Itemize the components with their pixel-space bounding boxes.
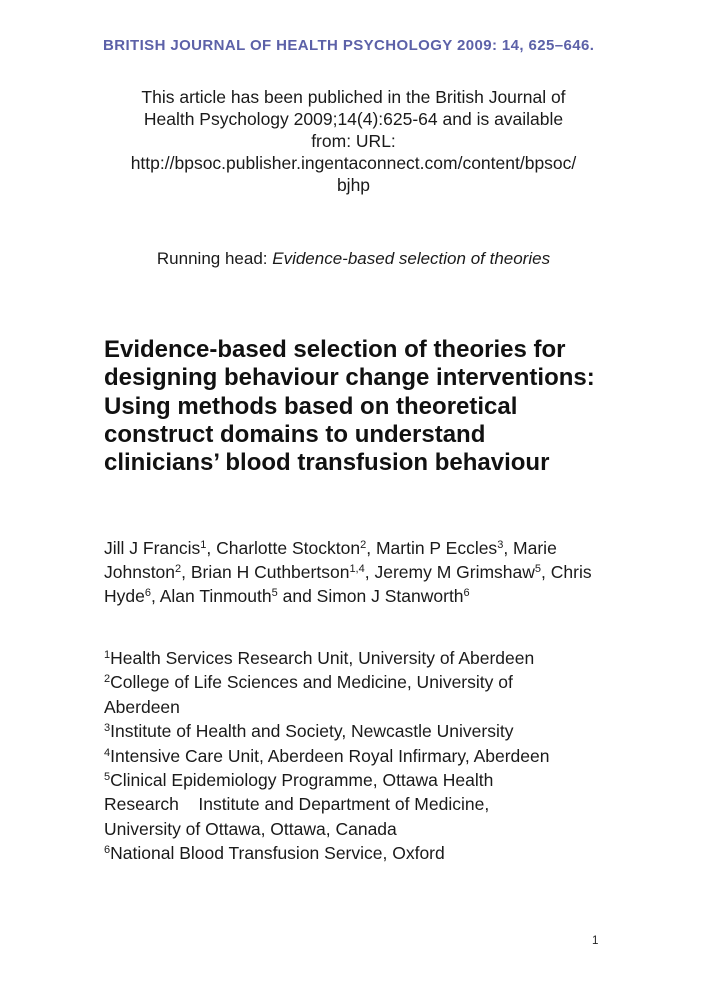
author-name: , Brian H Cuthbertson bbox=[181, 562, 350, 582]
affiliation-line bbox=[104, 744, 624, 768]
affiliation-line bbox=[104, 817, 624, 841]
article-title-line: designing behaviour change interventions: bbox=[104, 364, 595, 392]
affiliation-line bbox=[104, 670, 624, 694]
availability-note-url: http://bpsoc.publisher.ingentaconnect.com/content/bpsoc/ bbox=[130, 153, 577, 173]
author-name: , Jeremy M Grimshaw bbox=[364, 562, 535, 582]
availability-note-line: Health Psychology 2009;14(4):625-64 and is available bbox=[143, 109, 564, 129]
page-number: 1 bbox=[592, 935, 599, 947]
affiliation-text: Clinical Epidemiology Programme, Ottawa Health bbox=[110, 770, 494, 791]
running-head-label: Running head: bbox=[156, 249, 273, 268]
availability-note-line: from: URL: bbox=[311, 131, 396, 151]
affiliation-sup: 5 bbox=[104, 771, 111, 784]
affiliation-line bbox=[104, 841, 624, 865]
affiliation-text: Intensive Care Unit, Aberdeen Royal Infirmary, Aberdeen bbox=[110, 745, 550, 766]
affiliation-sup: 2 bbox=[104, 673, 111, 686]
affiliation-line bbox=[104, 719, 624, 743]
running-head bbox=[80, 249, 627, 269]
availability-note-line: This article has been publiched in the British Journal of bbox=[141, 87, 566, 107]
affiliation-line bbox=[104, 646, 624, 670]
author-affiliation-sup: 5 bbox=[534, 563, 542, 575]
author-affiliation-sup: 2 bbox=[360, 539, 367, 551]
affiliation-text: Research Institute and Department of Medicine, bbox=[104, 794, 490, 815]
author-name: and Simon J Stanworth bbox=[277, 586, 464, 606]
article-title-line: Evidence-based selection of theories for bbox=[104, 336, 566, 363]
affiliation-sup: 3 bbox=[104, 722, 111, 735]
author-name: , Martin P Eccles bbox=[366, 538, 498, 558]
author-name: , Alan Tinmouth bbox=[150, 586, 272, 606]
affiliation-text: Institute of Health and Society, Newcastle University bbox=[110, 721, 514, 742]
affiliation-sup: 1 bbox=[104, 649, 111, 661]
author-affiliation-sup: 3 bbox=[497, 539, 504, 551]
article-title-line: Using methods based on theoretical bbox=[104, 392, 518, 420]
running-head-title: Evidence-based selection of theories bbox=[272, 249, 551, 268]
author-affiliation-sup: 1,4 bbox=[349, 563, 365, 575]
author-affiliation-sup: 6 bbox=[144, 587, 151, 599]
affiliation-text: Aberdeen bbox=[104, 696, 180, 717]
author-affiliation-sup: 1 bbox=[200, 539, 207, 551]
affiliations bbox=[104, 646, 624, 866]
affiliation-text: University of Ottawa, Ottawa, Canada bbox=[104, 818, 397, 839]
author-name: , Marie Johnston bbox=[104, 538, 557, 582]
author-affiliation-sup: 5 bbox=[271, 587, 278, 599]
availability-note-url-tail: bjhp bbox=[336, 175, 371, 195]
affiliation-sup: 6 bbox=[104, 844, 111, 857]
availability-note bbox=[80, 86, 627, 196]
affiliation-line bbox=[104, 768, 624, 792]
affiliation-text: Health Services Research Unit, University of Aberdeen bbox=[110, 648, 535, 668]
author-name: Jill J Francis bbox=[104, 538, 201, 558]
article-title bbox=[104, 336, 664, 477]
article-title-line: clinicians’ blood transfusion behaviour bbox=[104, 449, 550, 477]
journal-header: BRITISH JOURNAL OF HEALTH PSYCHOLOGY 2009: 14, 625–646. bbox=[103, 37, 595, 54]
author-affiliation-sup: 2 bbox=[175, 563, 182, 575]
affiliation-text: National Blood Transfusion Service, Oxford bbox=[110, 843, 445, 864]
authors-line bbox=[104, 536, 612, 608]
author-name: , Chris Hyde bbox=[104, 562, 592, 606]
author-name: , Charlotte Stockton bbox=[206, 538, 361, 558]
article-title-line: construct domains to understand bbox=[104, 420, 486, 448]
affiliation-text: College of Life Sciences and Medicine, University of bbox=[110, 672, 513, 693]
affiliation-sup: 4 bbox=[104, 746, 111, 759]
affiliation-line bbox=[104, 695, 624, 719]
affiliation-line bbox=[104, 792, 624, 816]
author-affiliation-sup: 6 bbox=[463, 587, 470, 599]
